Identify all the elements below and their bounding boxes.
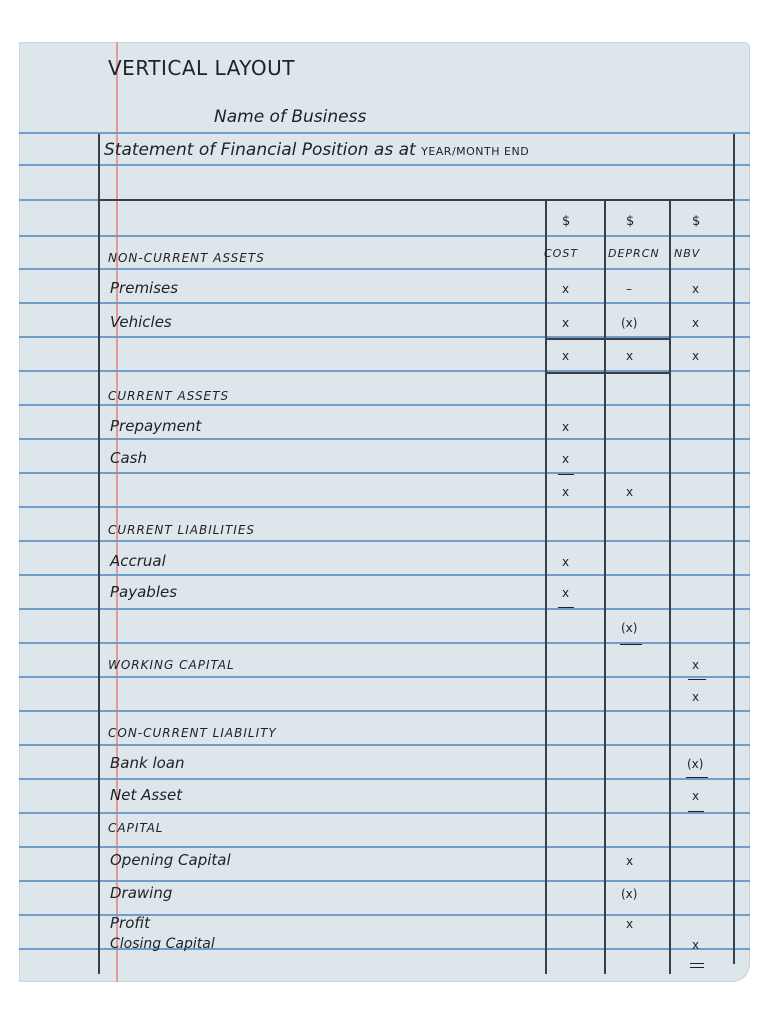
row-value: x (692, 316, 700, 330)
row-label: Prepayment (110, 417, 202, 435)
column-currency: $ (562, 214, 571, 229)
row-label: Drawing (110, 884, 173, 902)
table-header-rule (98, 199, 734, 201)
column-label: COST (544, 247, 579, 260)
table-left-border (98, 134, 100, 974)
column-label: DEPRCN (608, 247, 660, 260)
ruled-line (19, 132, 750, 134)
ruled-line (19, 164, 750, 166)
ruled-line (19, 608, 750, 610)
total-rule (545, 372, 670, 374)
column-label: NBV (674, 247, 701, 260)
section-heading: CON-CURRENT LIABILITY (108, 726, 277, 740)
ruled-line (19, 268, 750, 270)
row-value: (x) (621, 887, 638, 901)
value-underline (688, 679, 706, 680)
ruled-line (19, 302, 750, 304)
row-label: Premises (110, 279, 179, 297)
ruled-line (19, 438, 750, 440)
ruled-line (19, 506, 750, 508)
column-currency: $ (626, 214, 635, 229)
row-value: x (562, 485, 570, 499)
row-value: x (692, 349, 700, 363)
value-underline (558, 607, 574, 608)
row-value: x (562, 420, 570, 434)
value-underline (620, 644, 642, 645)
row-value: x (562, 282, 570, 296)
business-name: Name of Business (214, 107, 367, 127)
column-divider-deprcn (604, 199, 606, 974)
subtotal-rule (545, 338, 670, 340)
row-label: Bank loan (110, 754, 185, 772)
ruled-line (19, 235, 750, 237)
column-currency: $ (692, 214, 701, 229)
statement-heading (104, 140, 529, 160)
row-value: x (562, 555, 570, 569)
margin-line (116, 42, 118, 982)
row-value: – (626, 282, 632, 296)
row-label: Closing Capital (110, 936, 215, 952)
value-underline (688, 811, 704, 812)
row-value: x (692, 658, 700, 672)
row-value: x (562, 316, 570, 330)
section-heading: WORKING CAPITAL (108, 658, 235, 672)
column-divider-nbv (669, 199, 671, 974)
row-value: x (626, 485, 634, 499)
ruled-line (19, 744, 750, 746)
row-label: Payables (110, 583, 178, 601)
ruled-line (19, 880, 750, 882)
value-underline (690, 967, 704, 968)
row-value: (x) (621, 316, 638, 330)
document-title: VERTICAL LAYOUT (108, 56, 295, 80)
row-value: x (626, 349, 634, 363)
section-heading: CAPITAL (108, 821, 164, 835)
ruled-line (19, 812, 750, 814)
section-heading: NON-CURRENT ASSETS (108, 251, 265, 265)
row-value: x (692, 282, 700, 296)
row-value: x (626, 854, 634, 868)
ruled-line (19, 710, 750, 712)
row-label: Profit (110, 914, 150, 932)
row-value: x (692, 690, 700, 704)
ruled-line (19, 404, 750, 406)
column-divider-cost (545, 199, 547, 974)
row-label: Vehicles (110, 313, 172, 331)
row-value: (x) (621, 621, 638, 635)
row-value: x (562, 452, 570, 466)
ruled-line (19, 778, 750, 780)
ruled-line (19, 574, 750, 576)
row-value: (x) (687, 757, 704, 771)
ruled-line (19, 846, 750, 848)
notebook-page (19, 42, 750, 982)
section-heading: CURRENT LIABILITIES (108, 523, 256, 537)
row-value: x (692, 789, 700, 803)
ruled-line (19, 676, 750, 678)
statement-prefix: Statement of Financial Position as at (104, 140, 416, 160)
section-heading: CURRENT ASSETS (108, 389, 230, 403)
statement-period: YEAR/MONTH END (421, 145, 530, 158)
ruled-line (19, 472, 750, 474)
row-value: x (626, 917, 634, 931)
row-label: Opening Capital (110, 851, 231, 869)
value-underline (686, 777, 708, 778)
row-value: x (562, 349, 570, 363)
row-value: x (692, 938, 700, 952)
row-label: Cash (110, 449, 147, 467)
row-label: Accrual (110, 552, 166, 570)
table-right-border (733, 134, 735, 964)
ruled-line (19, 540, 750, 542)
value-underline (558, 474, 574, 475)
row-label: Net Asset (110, 786, 183, 804)
row-value: x (562, 586, 570, 600)
value-underline (690, 963, 704, 964)
